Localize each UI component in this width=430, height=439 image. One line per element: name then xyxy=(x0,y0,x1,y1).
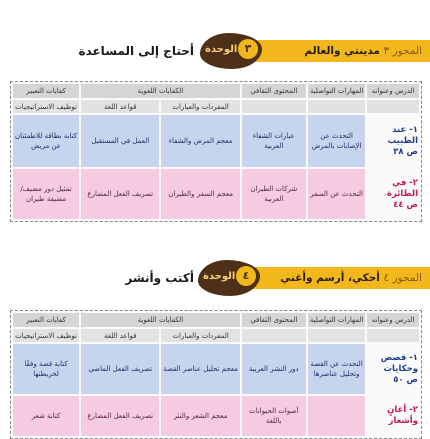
header-communication: المهارات التواصلية xyxy=(308,84,366,98)
lesson-page: ص ٤٤ xyxy=(393,199,418,210)
axis-label: المحور ٤ xyxy=(383,272,422,284)
lesson-name: ١- عند الطبيب xyxy=(387,124,418,146)
header-grammar: قواعد اللغة xyxy=(81,100,159,113)
unit-lesson-title: أكتب وأنشر xyxy=(125,271,194,285)
grammar-cell: تصريف الفعل المضارع xyxy=(81,396,159,436)
unit-word: الوحدة xyxy=(205,44,238,55)
header-cultural: المحتوى الثقافي xyxy=(242,313,306,327)
header-vocab: المفردات والعبارات xyxy=(161,329,239,342)
header-vocab: المفردات والعبارات xyxy=(161,100,239,113)
header-blank xyxy=(367,329,419,342)
lesson-cell xyxy=(367,115,419,167)
communication-cell: التحدث عن السفر xyxy=(308,169,366,219)
axis-title: أحكي، أرسم وأغني xyxy=(280,272,380,284)
lesson-page: ص ٥٠ xyxy=(393,374,418,385)
header-communication: المهارات التواصلية xyxy=(308,313,366,327)
lesson-name: ٢- في الطائرة xyxy=(386,177,418,199)
cultural-cell: عبارات الشفاء العربية xyxy=(242,115,306,167)
unit-banner xyxy=(0,40,430,62)
cultural-cell: شركات الطيران العربية xyxy=(242,169,306,219)
header-grammar: قواعد اللغة xyxy=(81,329,159,342)
header-blank xyxy=(242,100,306,113)
grammar-cell: العمل في المستقبل xyxy=(81,115,159,167)
header-blank xyxy=(242,329,306,342)
axis-heading xyxy=(304,40,422,62)
header-blank xyxy=(308,100,366,113)
axis-title: مدينتي والعالم xyxy=(304,45,380,57)
expression-cell: كتابة بطاقة للاطمئنان عن مريض xyxy=(13,115,79,167)
communication-cell: التحدث عن الإصابات بالمرض xyxy=(308,115,366,167)
curriculum-table xyxy=(10,81,422,222)
unit-lesson-title: أحتاج إلى المساعدة xyxy=(78,44,194,58)
vocab-cell: معجم تحليل عناصر القصة xyxy=(161,344,239,394)
unit-number: ٣ xyxy=(238,39,258,59)
header-lesson: الدرس وعنوانه xyxy=(367,313,419,327)
expression-cell: كتابة شعر xyxy=(13,396,79,436)
unit-word: الوحدة xyxy=(203,271,236,282)
header-expression: كفايات التعبير xyxy=(13,84,79,98)
lesson-name: ١- قصص وحكايات xyxy=(380,352,418,374)
communication-cell: التحدث عن القصة وتحليل عناصرها xyxy=(308,344,366,394)
lesson-cell xyxy=(367,344,419,394)
header-strategies: توظيف الاستراتيجيات xyxy=(13,329,79,342)
lesson-cell xyxy=(367,396,419,436)
lesson-name: ٢- أغانٍ وأشعار xyxy=(387,405,418,426)
header-blank xyxy=(308,329,366,342)
curriculum-table xyxy=(10,310,422,439)
vocab-cell: معجم المرض والشفاء xyxy=(161,115,239,167)
header-cultural: المحتوى الثقافي xyxy=(242,84,306,98)
vocab-cell: معجم الشعر والنثر xyxy=(161,396,239,436)
header-expression: كفايات التعبير xyxy=(13,313,79,327)
header-lesson: الدرس وعنوانه xyxy=(367,84,419,98)
header-linguistic: الكفايات اللغوية xyxy=(81,313,240,327)
grammar-cell: تصريف الفعل المضارع xyxy=(81,169,159,219)
unit-badge xyxy=(200,33,262,69)
communication-cell xyxy=(308,396,366,436)
unit-banner xyxy=(0,267,430,289)
header-linguistic: الكفايات اللغوية xyxy=(81,84,240,98)
cultural-cell: دور النشر العربية xyxy=(242,344,306,394)
vocab-cell: معجم السفر والطيران xyxy=(161,169,239,219)
unit-badge xyxy=(198,260,260,296)
axis-label: المحور ٣ xyxy=(383,45,422,57)
cultural-cell: أصوات الحيوانات باللغة xyxy=(242,396,306,436)
expression-cell: كتابة قصة وفقًا لخريطتها xyxy=(13,344,79,394)
lesson-cell xyxy=(367,169,419,219)
axis-heading xyxy=(280,267,422,289)
header-strategies: توظيف الاستراتيجيات xyxy=(13,100,79,113)
unit-number: ٤ xyxy=(236,266,256,286)
header-blank xyxy=(367,100,419,113)
expression-cell: تمثيل دور مضيف/ مضيفة طيران xyxy=(13,169,79,219)
grammar-cell: تصريف الفعل الماضي xyxy=(81,344,159,394)
lesson-page: ص ٣٨ xyxy=(393,146,418,157)
